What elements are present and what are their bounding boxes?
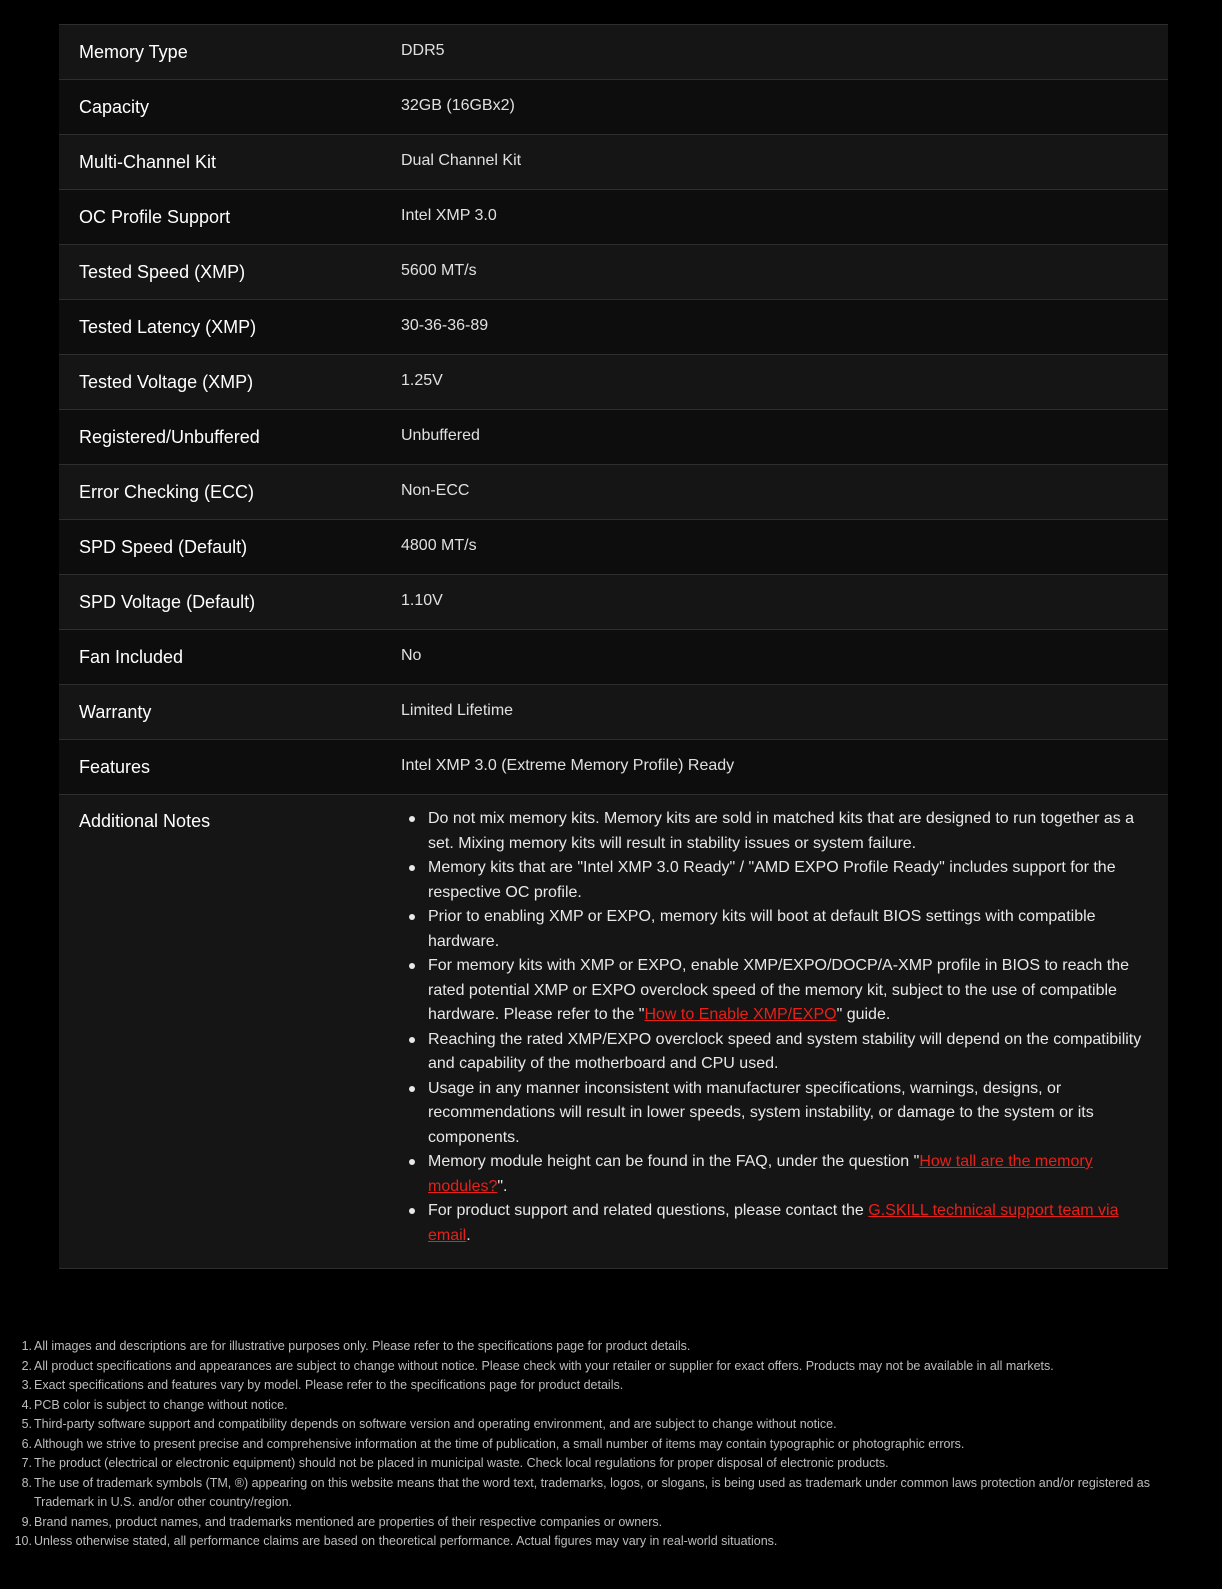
- spec-label: Additional Notes: [59, 795, 401, 1269]
- spec-label: Capacity: [59, 80, 401, 135]
- note-text: " guide.: [836, 1006, 891, 1023]
- spec-row-spd-speed: [59, 520, 1168, 575]
- footnote-text: Exact specifications and features vary by model. Please refer to the specifications page for product details.: [34, 1378, 624, 1392]
- notes-cell: [401, 795, 1168, 1269]
- spec-row-error-checking: [59, 465, 1168, 520]
- note-text: For memory kits with XMP or EXPO, enable XMP/EXPO/DOCP/A-XMP profile in BIOS to reach the rated potential XMP or EXPO overclock speed of the memory kit, subject to the use of compatible hardware. Please refer to the ": [428, 957, 1129, 1023]
- footnote-number: 1.: [21, 1339, 32, 1353]
- note-item: Usage in any manner inconsistent with manufacturer specifications, warnings, designs, or recommendations will result in lower speeds, system instability, or damage to the system or its components.: [428, 1077, 1158, 1151]
- footnote-number: 4.: [21, 1397, 32, 1412]
- footnote-number: 5.: [21, 1417, 32, 1431]
- spec-label: Tested Voltage (XMP): [59, 355, 401, 410]
- note-text: Memory module height can be found in the FAQ, under the question ": [428, 1153, 920, 1170]
- technical-support-email-link[interactable]: G.SKILL technical support team via email: [428, 1202, 1119, 1244]
- note-text: For product support and related questions, please contact the: [428, 1202, 869, 1219]
- spec-value: 4800 MT/s: [401, 520, 1168, 575]
- footnote-item: [14, 1532, 1208, 1552]
- spec-value: Intel XMP 3.0 (Extreme Memory Profile) Ready: [401, 740, 1168, 795]
- footnote-text: The product (electrical or electronic equipment) should not be placed in municipal waste. Check local regulations for proper disposal of electronic products.: [34, 1456, 889, 1470]
- note-text: .: [466, 1226, 471, 1244]
- footnote-text: The use of trademark symbols (TM, ®) appearing on this website means that the word text, trademarks, logos, or slogans, is being used as trademark under common laws protection and/or registered as Trademark in U.S. and/or other country/region.: [34, 1475, 1150, 1509]
- spec-row-spd-voltage: [59, 575, 1168, 630]
- spec-value: 1.25V: [401, 355, 1168, 410]
- spec-label: Memory Type: [59, 25, 401, 80]
- footnote-text: Third-party software support and compatibility depends on software version and operating environment, and are subject to change without notice.: [34, 1417, 837, 1431]
- note-item: Do not mix memory kits. Memory kits are sold in matched kits that are designed to run together as a set. Mixing memory kits will result in stability issues or system failure.: [428, 807, 1158, 856]
- spec-row-registered-unbuffered: [59, 410, 1168, 465]
- spec-value: 1.10V: [401, 575, 1168, 630]
- note-item: [428, 1199, 1158, 1248]
- footnote-item: [18, 1396, 1208, 1416]
- spec-row-multi-channel-kit: [59, 135, 1168, 190]
- footnote-text: All product specifications and appearances are subject to change without notice. Please check with your retailer or supplier for exact offers. Products may not be available in all markets.: [34, 1358, 1054, 1373]
- note-text: ".: [497, 1177, 508, 1195]
- spec-label: Multi-Channel Kit: [59, 135, 401, 190]
- footnote-item: [18, 1357, 1208, 1377]
- footnote-text: Brand names, product names, and trademarks mentioned are properties of their respective companies or owners.: [34, 1514, 663, 1529]
- spec-label: SPD Speed (Default): [59, 520, 401, 575]
- footnote-number: 3.: [21, 1378, 32, 1392]
- xmp-expo-guide-link[interactable]: How to Enable XMP/EXPO: [644, 1006, 837, 1023]
- notes-list: [401, 795, 1168, 1268]
- spec-value: Dual Channel Kit: [401, 135, 1168, 190]
- spec-row-oc-profile-support: [59, 190, 1168, 245]
- spec-row-fan-included: [59, 630, 1168, 685]
- spec-row-warranty: [59, 685, 1168, 740]
- footnote-number: 8.: [21, 1475, 32, 1490]
- spec-label: Registered/Unbuffered: [59, 410, 401, 465]
- spec-label: Tested Latency (XMP): [59, 300, 401, 355]
- footnote-item: [18, 1376, 1208, 1396]
- footnote-number: 7.: [21, 1456, 32, 1470]
- footnote-text: Unless otherwise stated, all performance claims are based on theoretical performance. Actual figures may vary in real-world situations.: [34, 1534, 778, 1548]
- spec-row-tested-speed: [59, 245, 1168, 300]
- spec-label: Features: [59, 740, 401, 795]
- note-item: Memory kits that are "Intel XMP 3.0 Ready" / "AMD EXPO Profile Ready" includes support for the respective OC profile.: [428, 856, 1158, 905]
- specifications-table: [59, 24, 1168, 1269]
- note-item: [428, 954, 1158, 1028]
- footnote-number: 6.: [21, 1436, 32, 1451]
- note-item: Reaching the rated XMP/EXPO overclock speed and system stability will depend on the compatibility and capability of the motherboard and CPU used.: [428, 1028, 1158, 1077]
- spec-value: 30-36-36-89: [401, 300, 1168, 355]
- footnote-item: [18, 1513, 1208, 1533]
- footnote-item: [18, 1474, 1208, 1513]
- spec-label: Error Checking (ECC): [59, 465, 401, 520]
- footnote-number: 10.: [14, 1534, 32, 1548]
- footnote-text: All images and descriptions are for illustrative purposes only. Please refer to the specifications page for product details.: [34, 1339, 691, 1353]
- spec-value: Non-ECC: [401, 465, 1168, 520]
- footnote-item: [18, 1454, 1208, 1474]
- footnote-number: 2.: [21, 1358, 32, 1373]
- spec-label: Fan Included: [59, 630, 401, 685]
- note-item: Prior to enabling XMP or EXPO, memory kits will boot at default BIOS settings with compatible hardware.: [428, 905, 1158, 954]
- spec-label: Warranty: [59, 685, 401, 740]
- spec-label: Tested Speed (XMP): [59, 245, 401, 300]
- footnote-item: [18, 1415, 1208, 1435]
- spec-row-features: [59, 740, 1168, 795]
- footnote-item: [18, 1337, 1208, 1357]
- footnote-text: Although we strive to present precise and comprehensive information at the time of publication, a small number of items may contain typographic or photographic errors.: [34, 1436, 965, 1451]
- spec-value: 32GB (16GBx2): [401, 80, 1168, 135]
- spec-value: No: [401, 630, 1168, 685]
- spec-row-memory-type: [59, 25, 1168, 80]
- spec-value: Intel XMP 3.0: [401, 190, 1168, 245]
- note-item: [428, 1150, 1158, 1199]
- footnote-text: PCB color is subject to change without notice.: [34, 1397, 288, 1412]
- spec-row-tested-voltage: [59, 355, 1168, 410]
- spec-row-capacity: [59, 80, 1168, 135]
- disclaimer-footnotes: [14, 1337, 1208, 1552]
- spec-value: Limited Lifetime: [401, 685, 1168, 740]
- footnote-number: 9.: [21, 1514, 32, 1529]
- spec-value: 5600 MT/s: [401, 245, 1168, 300]
- spec-label: OC Profile Support: [59, 190, 401, 245]
- footnote-item: [18, 1435, 1208, 1455]
- spec-row-additional-notes: [59, 795, 1168, 1269]
- spec-value: Unbuffered: [401, 410, 1168, 465]
- spec-label: SPD Voltage (Default): [59, 575, 401, 630]
- module-height-faq-link[interactable]: How tall are the memory modules?: [428, 1153, 1093, 1195]
- spec-value: DDR5: [401, 25, 1168, 80]
- spec-row-tested-latency: [59, 300, 1168, 355]
